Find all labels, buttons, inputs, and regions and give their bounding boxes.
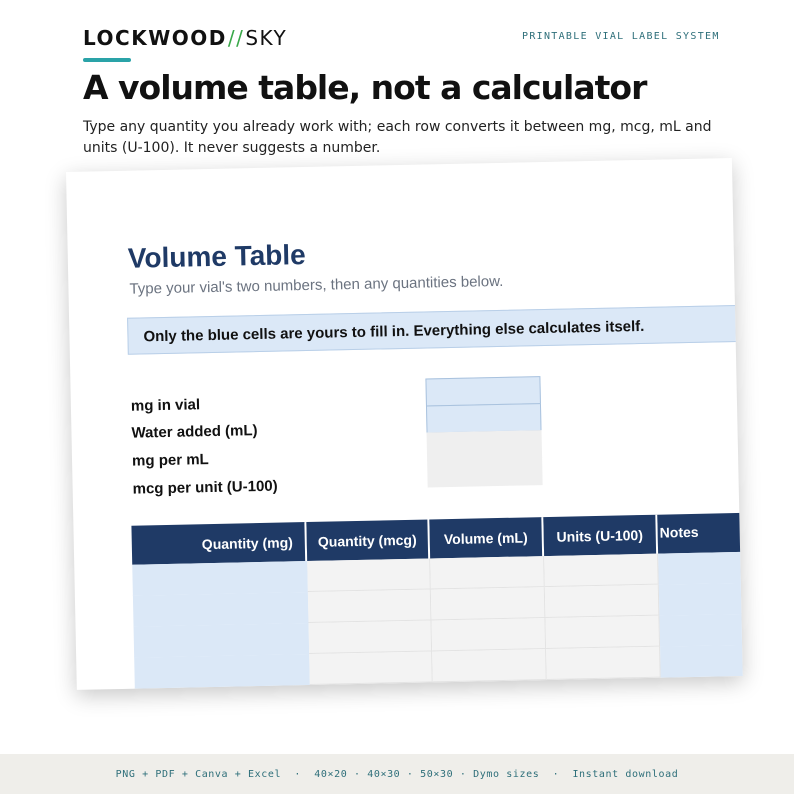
units-cell <box>546 647 661 680</box>
brand-name-left: LOCKWOOD <box>83 26 227 50</box>
units-cell <box>545 616 660 649</box>
mg-per-ml-output <box>427 430 543 460</box>
footer-banner <box>0 754 794 794</box>
quantity-mg-input[interactable] <box>134 654 310 689</box>
volume-ml-cell <box>431 587 546 620</box>
input-label-mg-in-vial: mg in vial <box>130 396 201 415</box>
brand-name-right: SKY <box>245 26 288 50</box>
input-label-mcg-per-unit: mcg per unit (U-100) <box>132 477 278 498</box>
notes-input[interactable] <box>660 645 743 678</box>
sheet-title: Volume Table <box>127 239 306 274</box>
column-header-notes: Notes <box>657 513 742 554</box>
footer-text: PNG + PDF + Canva + Excel · 40×20 · 40×30 · 50×30 · Dymo sizes · Instant download <box>115 768 679 780</box>
accent-bar <box>83 58 131 62</box>
brand-separator: // <box>227 26 245 50</box>
quantity-mcg-cell <box>307 558 431 592</box>
quantity-mcg-cell <box>308 589 432 623</box>
notes-input[interactable] <box>658 552 743 585</box>
mg-in-vial-input[interactable] <box>425 376 541 406</box>
brand-logo <box>83 26 287 50</box>
volume-ml-cell <box>431 618 546 651</box>
tagline: PRINTABLE VIAL LABEL SYSTEM <box>522 31 720 42</box>
water-added-input[interactable] <box>426 403 542 433</box>
sheet-card <box>66 158 743 690</box>
quantity-mg-input[interactable] <box>132 561 308 596</box>
volume-ml-cell <box>432 649 547 682</box>
page-title: A volume table, not a calculator <box>83 68 647 107</box>
column-header-quantity-mg: Quantity (mg) <box>131 522 307 565</box>
units-cell <box>545 585 660 618</box>
column-header-units: Units (U-100) <box>543 515 658 556</box>
notes-input[interactable] <box>659 583 743 616</box>
quantity-mcg-cell <box>308 620 432 654</box>
column-header-volume-ml: Volume (mL) <box>429 517 544 558</box>
input-label-mg-per-ml: mg per mL <box>131 451 209 470</box>
instruction-banner <box>127 305 743 355</box>
units-cell <box>544 554 659 587</box>
sheet-subtitle: Type your vial's two numbers, then any quantities below. <box>129 272 504 298</box>
column-header-quantity-mcg: Quantity (mcg) <box>306 519 430 561</box>
instruction-text: Only the blue cells are yours to fill in. Everything else calculates itself. <box>143 317 645 346</box>
volume-ml-cell <box>430 556 545 589</box>
page-subtitle: Type any quantity you already work with; each row converts it between mg, mcg, mL and units (U-100). It never suggests a number. <box>83 119 712 156</box>
notes-input[interactable] <box>659 614 742 647</box>
quantity-mcg-cell <box>309 651 433 685</box>
mcg-per-unit-output <box>427 457 543 487</box>
sheet-preview <box>66 158 743 692</box>
input-label-water-added: Water added (mL) <box>131 422 258 442</box>
quantity-mg-input[interactable] <box>133 592 309 627</box>
quantity-mg-input[interactable] <box>134 623 310 658</box>
